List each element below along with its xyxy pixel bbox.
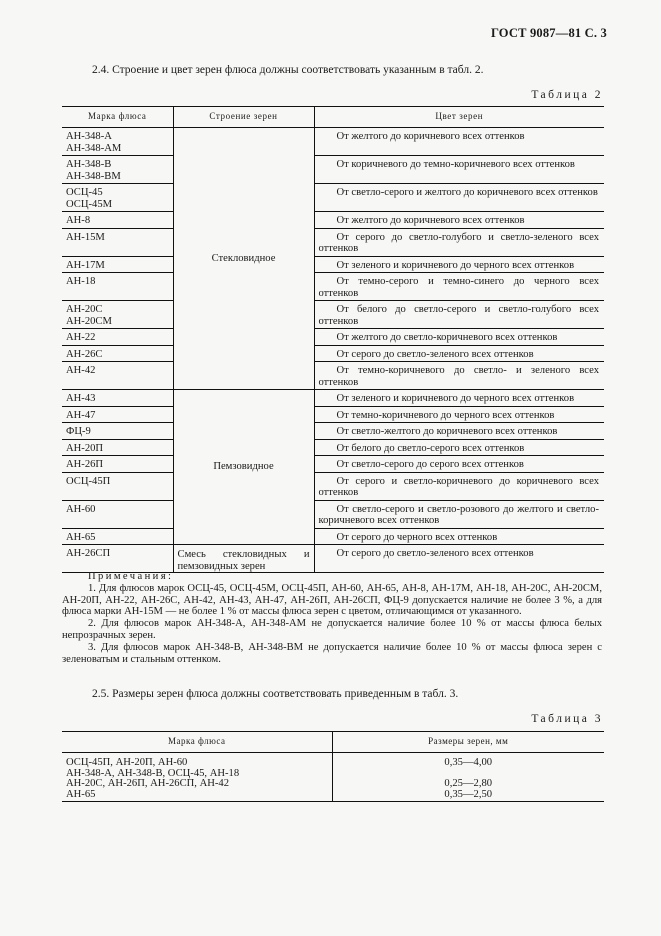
color-text: От коричневого до темно-коричневого всех оттенков (336, 159, 575, 170)
table-2-row (62, 228, 604, 256)
structure-cell: Пемзовидное (173, 390, 314, 545)
notes (62, 571, 602, 665)
color-cell (314, 156, 604, 184)
table-2-row (62, 345, 604, 362)
color-text: От светло-серого и желтого до коричневого всех оттенков (336, 187, 598, 198)
mark-cell: АН-47 (62, 406, 173, 423)
table-3-row (62, 753, 604, 769)
color-cell (314, 345, 604, 362)
color-cell (314, 423, 604, 440)
notes-heading: Примечания: (88, 571, 174, 582)
color-cell (314, 500, 604, 528)
note-1: 1. Для флюсов марок ОСЦ-45, ОСЦ-45М, ОСЦ-45П, АН-60, АН-65, АН-8, АН-17М, АН-18, АН-20С, АН-20СМ, АН-20П, АН-22, АН-26С, АН-42, АН-43, АН-47, АН-26П, АН-26СП, ФЦ-9 допускается наличие не более 3 %, а для флюса марки АН-15М — не более 1 % от массы флюса зерен с цветом, отличающимся от указанного. (62, 582, 602, 618)
table-2-caption: Таблица 2 (531, 89, 603, 101)
table-2-row (62, 456, 604, 473)
color-text: От зеленого и коричневого до черного всех оттенков (336, 393, 575, 404)
color-text: От белого до светло-серого и светло-голубого всех оттенков (318, 304, 599, 327)
table-3-row (62, 779, 604, 790)
mark-cell: ОСЦ-45 ОСЦ-45М (62, 184, 173, 212)
color-cell (314, 439, 604, 456)
color-cell (314, 362, 604, 390)
mark-cell: АН-17М (62, 256, 173, 273)
mark-cell: АН-42 (62, 362, 173, 390)
mark-cell: АН-26СП (62, 545, 173, 573)
color-text: От белого до светло-серого всех оттенков (336, 442, 525, 454)
color-cell (314, 406, 604, 423)
mark-cell: АН-26С (62, 345, 173, 362)
color-text: От светло-серого и светло-розового до желтого и светло-коричневого всех оттенков (318, 503, 599, 526)
color-text: От темно-серого и темно-синего до черного всех оттенков (318, 276, 599, 299)
t3-mark-cell: АН-65 (62, 790, 332, 802)
mark-cell: ФЦ-9 (62, 423, 173, 440)
table-3-row (62, 790, 604, 802)
color-text: От темно-коричневого до черного всех оттенков (336, 409, 555, 421)
table-2-row (62, 362, 604, 390)
t3-header-size: Размеры зерен, мм (332, 732, 604, 753)
t3-size-cell: 0,35—2,50 (332, 790, 604, 802)
table-2-row (62, 439, 604, 456)
table-2-row (62, 156, 604, 184)
color-text: От зеленого и коричневого до черного всех оттенков (336, 259, 575, 271)
table-3-caption: Таблица 3 (531, 713, 603, 725)
table-2-row (62, 500, 604, 528)
color-text: От светло-желтого до коричневого всех оттенков (336, 426, 558, 437)
table-2 (62, 106, 604, 573)
mark-cell: АН-8 (62, 212, 173, 229)
color-cell (314, 390, 604, 407)
t3-mark-cell: АН-348-А, АН-348-В, ОСЦ-45, АН-18 (62, 769, 332, 780)
color-cell (314, 528, 604, 545)
color-text: От светло-серого до серого всех оттенков (336, 459, 524, 470)
mark-cell: ОСЦ-45П (62, 472, 173, 500)
color-cell (314, 212, 604, 229)
mark-cell: АН-348-А АН-348-АМ (62, 128, 173, 156)
table-2-row (62, 329, 604, 346)
table-2-row (62, 256, 604, 273)
structure-cell: Смесь стекловидных и пемзовидных зерен (173, 545, 314, 573)
table-2-row (62, 273, 604, 301)
t3-header-mark: Марка флюса (62, 732, 332, 753)
color-text: От серого до светло-зеленого всех оттенков (336, 548, 534, 559)
color-cell (314, 184, 604, 212)
mark-cell: АН-26П (62, 456, 173, 473)
table-2-row (62, 128, 604, 156)
color-cell (314, 329, 604, 346)
section-2-5-text: 2.5. Размеры зерен флюса должны соответствовать приведенным в табл. 3. (92, 688, 459, 700)
mark-cell: АН-348-В АН-348-ВМ (62, 156, 173, 184)
col-header-structure: Строение зерен (173, 107, 314, 128)
color-cell (314, 456, 604, 473)
color-cell (314, 301, 604, 329)
structure-cell: Стекловидное (173, 128, 314, 390)
mark-cell: АН-60 (62, 500, 173, 528)
color-cell (314, 273, 604, 301)
col-header-mark: Марка флюса (62, 107, 173, 128)
mark-cell: АН-15М (62, 228, 173, 256)
table-2-row (62, 406, 604, 423)
color-text: От серого до светло-зеленого всех оттенков (336, 348, 534, 360)
t3-size-cell: 0,35—4,00 (444, 757, 493, 768)
color-cell (314, 545, 604, 573)
t3-size-cell: 0,25—2,80 (444, 778, 493, 789)
page-header: ГОСТ 9087—81 С. 3 (490, 26, 607, 40)
color-cell (314, 256, 604, 273)
t3-mark-cell: АН-20С, АН-26П, АН-26СП, АН-42 (62, 779, 332, 790)
note-3: 3. Для флюсов марок АН-348-В, АН-348-ВМ не допускается наличие более 10 % от массы флюса зерен с зеленоватым и стальным оттенком. (62, 641, 602, 665)
color-cell (314, 128, 604, 156)
table-2-row (62, 184, 604, 212)
color-text: От желтого до светло-коричневого всех оттенков (336, 332, 558, 343)
table-2-row (62, 301, 604, 329)
color-cell (314, 228, 604, 256)
section-2-4-text: 2.4. Строение и цвет зерен флюса должны соответствовать указанным в табл. 2. (92, 64, 484, 76)
mark-cell: АН-22 (62, 329, 173, 346)
color-text: От серого до черного всех оттенков (336, 531, 498, 543)
color-text: От желтого до коричневого всех оттенков (336, 215, 525, 226)
note-2: 2. Для флюсов марок АН-348-А, АН-348-АМ не допускается наличие более 10 % от массы флюса белых непрозрачных зерен. (62, 618, 602, 641)
mark-cell: АН-43 (62, 390, 173, 407)
table-2-row (62, 423, 604, 440)
color-text: От серого до светло-голубого и светло-зеленого всех оттенков (318, 231, 599, 254)
color-text: От темно-коричневого до светло- и зеленого всех оттенков (318, 365, 599, 388)
table-2-row (62, 528, 604, 545)
table-2-row (62, 390, 604, 407)
t3-mark-cell: ОСЦ-45П, АН-20П, АН-60 (62, 753, 332, 769)
mark-cell: АН-20С АН-20СМ (62, 301, 173, 329)
mark-cell: АН-65 (62, 528, 173, 545)
color-text: От серого и светло-коричневого до коричневого всех оттенков (318, 475, 599, 498)
mark-cell: АН-18 (62, 273, 173, 301)
color-text: От желтого до коричневого всех оттенков (336, 131, 525, 142)
table-2-row (62, 545, 604, 573)
table-2-row (62, 472, 604, 500)
table-3 (62, 731, 604, 802)
mark-cell: АН-20П (62, 439, 173, 456)
col-header-color: Цвет зерен (314, 107, 604, 128)
table-2-row (62, 212, 604, 229)
color-cell (314, 472, 604, 500)
